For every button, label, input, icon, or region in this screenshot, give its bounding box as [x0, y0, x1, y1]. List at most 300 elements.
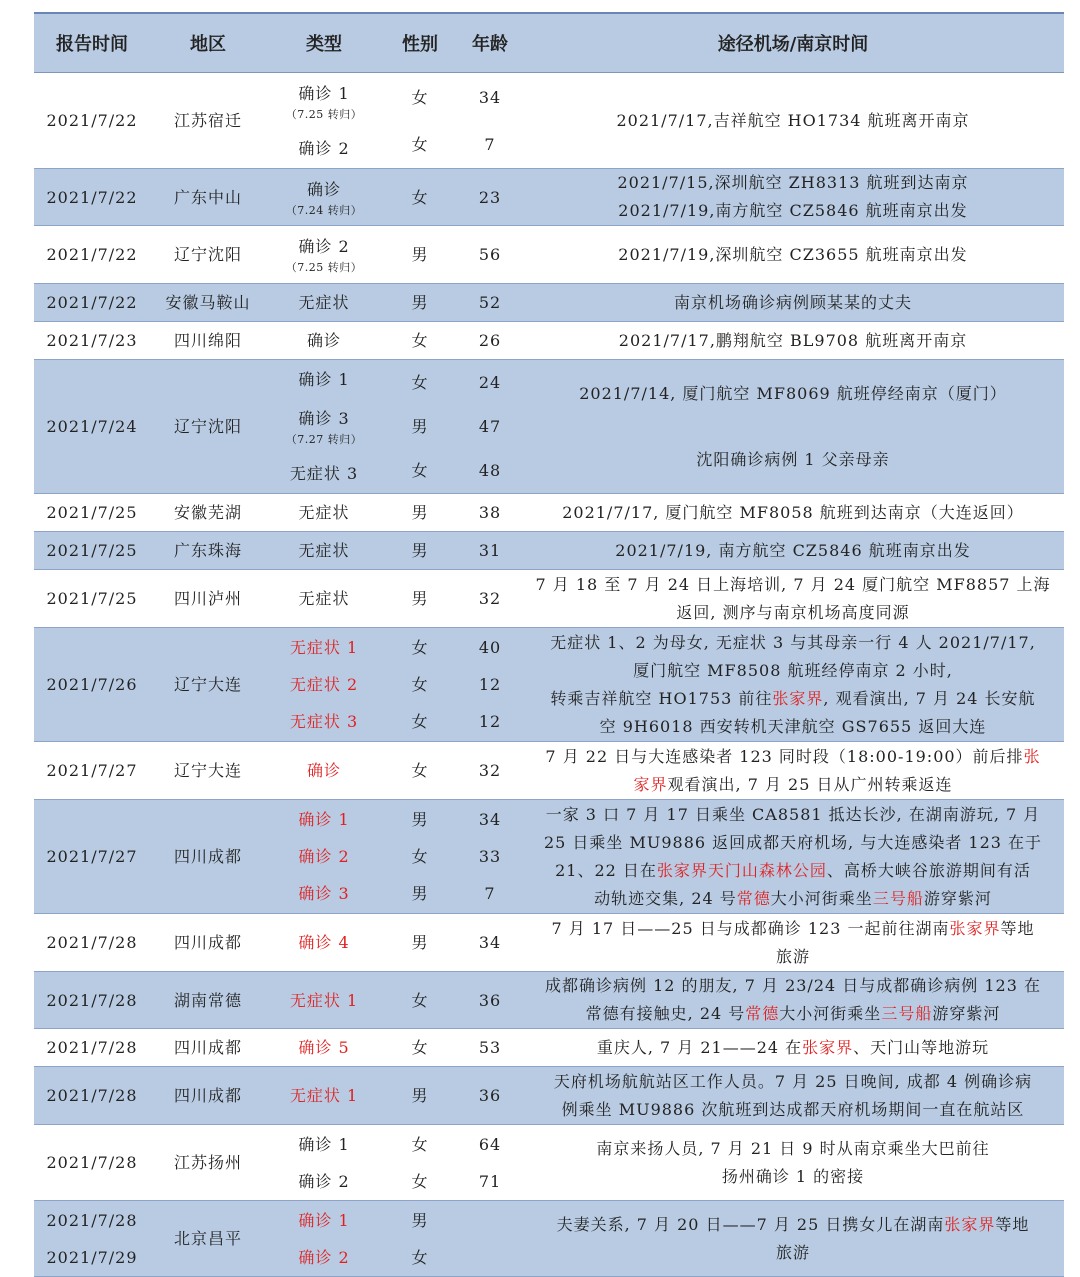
gender-stack — [384, 915, 456, 971]
type-item — [268, 1082, 380, 1109]
route-line — [532, 1211, 1054, 1239]
route-highlight: 三号船 — [872, 888, 924, 908]
gender-text: 女 — [411, 712, 429, 732]
age-stack — [460, 1202, 520, 1276]
gender-stack — [384, 1068, 456, 1124]
type-stack — [268, 1030, 380, 1066]
cell-gender — [382, 1201, 458, 1277]
gender-text: 女 — [411, 637, 429, 657]
gender-text: 女 — [411, 1038, 429, 1057]
cell-region: 四川成都 — [150, 1029, 266, 1067]
type-text: 无症状 1 — [289, 990, 359, 1010]
gender-stack — [384, 743, 456, 799]
date-text: 2021/7/22 — [46, 245, 138, 264]
type-stack — [268, 1068, 380, 1124]
type-item — [268, 135, 380, 162]
type-stack — [268, 495, 380, 531]
table-row — [34, 284, 1064, 322]
age-item — [460, 1168, 520, 1195]
age-stack — [460, 629, 520, 741]
cell-region: 北京昌平 — [150, 1201, 266, 1277]
header-type: 类型 — [266, 13, 382, 73]
type-stack — [268, 629, 380, 741]
table-row — [34, 972, 1064, 1029]
date-stack — [36, 323, 148, 359]
cell-age — [458, 532, 522, 570]
gender-text: 男 — [411, 933, 429, 952]
age-text: 32 — [478, 589, 502, 608]
gender-stack — [384, 285, 456, 321]
route-highlight: 家界 — [633, 774, 668, 794]
cell-region: 辽宁大连 — [150, 628, 266, 742]
type-item — [268, 1207, 380, 1234]
type-stack — [268, 285, 380, 321]
type-stack — [268, 1202, 380, 1276]
type-item — [268, 366, 380, 393]
route-highlight: 张家界天门山森林公园 — [656, 860, 827, 880]
gender-stack — [384, 74, 456, 168]
date-text: 2021/7/25 — [46, 589, 138, 608]
type-text: 确诊 2 — [298, 1171, 350, 1191]
route-line — [532, 446, 1054, 474]
type-item — [268, 880, 380, 907]
gender-stack — [384, 571, 456, 627]
type-item — [268, 176, 380, 219]
cell-gender — [382, 532, 458, 570]
age-text: 34 — [478, 87, 502, 107]
cell-route — [522, 73, 1064, 169]
cell-age — [458, 742, 522, 800]
type-item — [268, 843, 380, 870]
gender-stack — [384, 973, 456, 1027]
gender-text: 女 — [411, 134, 429, 154]
age-stack — [460, 1030, 520, 1066]
cell-type — [266, 73, 382, 169]
type-stack — [268, 1126, 380, 1200]
cell-age — [458, 972, 522, 1029]
age-item — [460, 585, 520, 612]
cell-gender — [382, 322, 458, 360]
gender-item — [384, 241, 456, 268]
age-text: 24 — [478, 373, 502, 392]
type-text: 确诊 2 — [298, 138, 350, 158]
cell-type — [266, 322, 382, 360]
cell-age — [458, 322, 522, 360]
cell-gender — [382, 570, 458, 628]
age-text: 40 — [478, 637, 502, 657]
age-text: 31 — [478, 541, 502, 560]
cell-date — [34, 494, 150, 532]
date-stack — [36, 74, 148, 168]
date-stack — [36, 227, 148, 283]
route-line — [532, 629, 1054, 657]
route-text: 常德有接触史, 24 号 — [585, 1004, 746, 1023]
cell-date — [34, 800, 150, 914]
type-note: （7.27 转归） — [285, 432, 363, 446]
date-stack — [36, 170, 148, 224]
table-row — [34, 322, 1064, 360]
cell-route — [522, 494, 1064, 532]
age-item — [460, 131, 520, 158]
cell-gender — [382, 73, 458, 169]
age-stack — [460, 1126, 520, 1200]
cell-date — [34, 570, 150, 628]
route-text: 2021/7/19, 南方航空 CZ5846 航班南京出发 — [615, 540, 971, 560]
age-text: 34 — [478, 933, 502, 952]
route-text: 7 月 22 日与大连感染者 123 同时段（18:00-19:00）前后排 — [545, 746, 1024, 766]
table-row — [34, 169, 1064, 226]
cell-age — [458, 494, 522, 532]
date-stack — [36, 743, 148, 799]
date-stack — [36, 1126, 148, 1200]
type-text: 确诊 2 — [298, 1247, 350, 1267]
route-line — [532, 571, 1054, 599]
gender-stack — [384, 533, 456, 569]
route-text: 大小河街乘坐 — [779, 1004, 882, 1023]
date-text: 2021/7/28 — [46, 1210, 138, 1230]
route-text: 动轨迹交集, 24 号 — [594, 888, 737, 908]
age-stack — [460, 533, 520, 569]
age-text: 12 — [478, 712, 502, 732]
route-line — [532, 327, 1054, 355]
age-stack — [460, 361, 520, 493]
type-note: （7.25 转归） — [285, 107, 363, 121]
cell-region: 四川成都 — [150, 1067, 266, 1125]
age-item — [460, 241, 520, 268]
cell-gender — [382, 1125, 458, 1201]
date-stack — [36, 571, 148, 627]
age-item — [460, 413, 520, 440]
cell-type — [266, 226, 382, 284]
route-line — [532, 657, 1054, 685]
gender-text: 男 — [411, 503, 429, 522]
age-text: 71 — [478, 1171, 502, 1191]
cell-type — [266, 169, 382, 226]
table-row — [34, 742, 1064, 800]
type-text: 确诊 1 — [298, 809, 350, 829]
type-item — [268, 987, 380, 1014]
gender-item — [384, 1082, 456, 1109]
cell-type — [266, 284, 382, 322]
route-stack — [532, 361, 1054, 493]
type-item — [268, 1168, 380, 1195]
cell-route — [522, 169, 1064, 226]
type-item — [268, 537, 380, 564]
cell-age — [458, 570, 522, 628]
route-text: 2021/7/15,深圳航空 ZH8313 航班到达南京 — [617, 173, 969, 192]
table-row — [34, 628, 1064, 742]
type-item — [268, 806, 380, 833]
route-text: 旅游 — [775, 1242, 810, 1262]
gender-text: 女 — [411, 674, 429, 694]
route-line — [532, 1068, 1054, 1096]
type-stack — [268, 361, 380, 493]
header-date: 报告时间 — [34, 13, 150, 73]
type-stack — [268, 533, 380, 569]
gender-item — [384, 327, 456, 354]
route-text: 返回, 测序与南京机场高度同源 — [676, 602, 910, 622]
date-stack — [36, 533, 148, 569]
cell-route — [522, 570, 1064, 628]
gender-text: 女 — [411, 1171, 429, 1191]
gender-text: 女 — [411, 990, 429, 1010]
route-line — [532, 380, 1054, 408]
type-text: 无症状 3 — [289, 712, 359, 732]
route-highlight: 张家界 — [949, 918, 1001, 938]
cell-region: 辽宁大连 — [150, 742, 266, 800]
route-text: , 观看演出, 7 月 24 长安航 — [823, 688, 1036, 708]
cell-date — [34, 1201, 150, 1277]
date-text: 2021/7/28 — [46, 990, 138, 1010]
gender-item — [384, 585, 456, 612]
age-item — [460, 457, 520, 484]
route-highlight: 常德 — [745, 1004, 780, 1023]
gender-stack — [384, 629, 456, 741]
gender-item — [384, 84, 456, 111]
type-text: 无症状 — [298, 293, 350, 312]
gender-text: 男 — [411, 293, 429, 312]
type-item — [268, 233, 380, 276]
date-text: 2021/7/29 — [46, 1247, 138, 1267]
date-text: 2021/7/22 — [46, 111, 138, 130]
date-text: 2021/7/22 — [46, 187, 138, 207]
cell-region: 江苏扬州 — [150, 1125, 266, 1201]
route-text: 重庆人, 7 月 21——24 在 — [596, 1037, 803, 1057]
cell-date — [34, 360, 150, 494]
table-row — [34, 73, 1064, 169]
age-text: 34 — [478, 809, 502, 829]
age-text: 47 — [478, 417, 502, 436]
route-highlight: 张家界 — [802, 1037, 854, 1057]
age-stack — [460, 571, 520, 627]
gender-item — [384, 369, 456, 396]
gender-item — [384, 880, 456, 907]
cell-region: 广东珠海 — [150, 532, 266, 570]
type-note: （7.25 转归） — [285, 261, 363, 274]
type-stack — [268, 170, 380, 224]
age-stack — [460, 801, 520, 913]
cell-route — [522, 284, 1064, 322]
gender-item — [384, 289, 456, 316]
gender-item — [384, 457, 456, 484]
date-stack — [36, 1202, 148, 1276]
date-text: 2021/7/23 — [46, 331, 138, 350]
route-text: 例乘坐 MU9886 次航班到达成都天府机场期间一直在航站区 — [561, 1099, 1025, 1119]
cell-gender — [382, 1029, 458, 1067]
route-line — [532, 1135, 1054, 1163]
cell-date — [34, 742, 150, 800]
type-item — [268, 327, 380, 354]
route-line — [532, 1096, 1054, 1124]
gender-text: 女 — [411, 1247, 429, 1267]
case-table-container — [34, 12, 1064, 1277]
cell-gender — [382, 226, 458, 284]
gender-text: 女 — [411, 373, 429, 392]
header-route: 途径机场/南京时间 — [522, 13, 1064, 73]
cell-date — [34, 284, 150, 322]
age-stack — [460, 495, 520, 531]
cell-type — [266, 1125, 382, 1201]
cell-date — [34, 1029, 150, 1067]
type-text: 无症状 1 — [289, 1086, 359, 1105]
age-item — [460, 499, 520, 526]
cell-age — [458, 284, 522, 322]
gender-stack — [384, 170, 456, 224]
type-text: 确诊 2 — [298, 237, 350, 256]
type-item — [268, 634, 380, 661]
date-text: 2021/7/28 — [46, 1038, 138, 1057]
cell-route — [522, 532, 1064, 570]
date-text: 2021/7/26 — [46, 675, 138, 694]
type-text: 无症状 2 — [289, 674, 359, 694]
date-text: 2021/7/27 — [46, 847, 138, 866]
cell-gender — [382, 800, 458, 914]
route-line — [532, 1239, 1054, 1267]
type-item — [268, 80, 380, 123]
route-text: 7 月 18 至 7 月 24 日上海培训, 7 月 24 厦门航空 MF8857 上海 — [535, 574, 1051, 594]
route-line — [532, 599, 1054, 627]
route-line — [532, 943, 1054, 971]
type-text: 无症状 — [298, 503, 350, 522]
gender-text: 男 — [411, 884, 429, 904]
age-text: 52 — [478, 293, 502, 312]
route-text: 无症状 1、2 为母女, 无症状 3 与其母亲一行 4 人 2021/7/17, — [550, 632, 1036, 652]
route-line — [532, 829, 1054, 857]
type-text: 无症状 — [298, 541, 350, 560]
date-text: 2021/7/22 — [46, 293, 138, 312]
date-text: 2021/7/25 — [46, 541, 138, 560]
gender-item — [384, 184, 456, 211]
cell-age — [458, 1067, 522, 1125]
type-text: 确诊 3 — [298, 408, 350, 428]
type-item — [268, 1244, 380, 1271]
gender-item — [384, 929, 456, 956]
gender-item — [384, 806, 456, 833]
route-line — [532, 972, 1054, 1000]
route-line — [532, 771, 1054, 799]
route-text: 厦门航空 MF8508 航班经停南京 2 小时, — [633, 660, 953, 680]
date-stack — [36, 285, 148, 321]
route-highlight: 张 — [1023, 746, 1041, 766]
age-item — [460, 289, 520, 316]
cell-age — [458, 1029, 522, 1067]
type-item — [268, 1034, 380, 1061]
age-text: 36 — [478, 990, 502, 1010]
type-text: 确诊 4 — [298, 933, 350, 952]
route-line — [532, 857, 1054, 885]
type-stack — [268, 323, 380, 359]
cell-gender — [382, 169, 458, 226]
age-item — [460, 327, 520, 354]
date-text: 2021/7/25 — [46, 503, 138, 522]
cell-gender — [382, 972, 458, 1029]
cell-route — [522, 1125, 1064, 1201]
route-text: 2021/7/17,鹏翔航空 BL9708 航班离开南京 — [618, 330, 968, 350]
gender-text: 女 — [411, 187, 429, 207]
gender-item — [384, 537, 456, 564]
header-gender: 性别 — [382, 13, 458, 73]
gender-text: 男 — [411, 1086, 429, 1105]
table-row — [34, 1029, 1064, 1067]
type-item — [268, 405, 380, 448]
cell-region: 安徽芜湖 — [150, 494, 266, 532]
route-text: 转乘吉祥航空 HO1753 前往 — [550, 688, 773, 708]
cell-date — [34, 914, 150, 972]
age-text: 48 — [478, 461, 502, 480]
cell-region: 四川成都 — [150, 800, 266, 914]
route-text: 、天门山等地游玩 — [853, 1037, 990, 1057]
gender-text: 女 — [411, 87, 429, 107]
route-text: 夫妻关系, 7 月 20 日——7 月 25 日携女儿在湖南 — [556, 1214, 945, 1234]
gender-item — [384, 131, 456, 158]
age-item — [460, 1082, 520, 1109]
gender-text: 男 — [411, 417, 429, 436]
gender-stack — [384, 361, 456, 493]
route-text: 天府机场航航站区工作人员。7 月 25 日晚间, 成都 4 例确诊病 — [553, 1071, 1033, 1091]
date-stack — [36, 915, 148, 971]
gender-item — [384, 757, 456, 784]
cell-region: 四川绵阳 — [150, 322, 266, 360]
type-item — [268, 671, 380, 698]
type-text: 确诊 — [306, 331, 341, 350]
cell-date — [34, 169, 150, 226]
route-text: 南京机场确诊病例顾某某的丈夫 — [673, 292, 912, 312]
gender-text: 女 — [411, 461, 429, 480]
header-region: 地区 — [150, 13, 266, 73]
cell-route — [522, 1067, 1064, 1125]
route-text: 25 日乘坐 MU9886 返回成都天府机场, 与大连感染者 123 在于 — [543, 832, 1043, 852]
date-text: 2021/7/27 — [46, 761, 138, 780]
cell-type — [266, 742, 382, 800]
route-text: 2021/7/17,吉祥航空 HO1734 航班离开南京 — [616, 110, 970, 130]
type-note: （7.24 转归） — [285, 203, 363, 217]
route-text: 21、22 日在 — [555, 860, 657, 880]
cell-age — [458, 360, 522, 494]
cell-gender — [382, 360, 458, 494]
cell-type — [266, 494, 382, 532]
cell-type — [266, 532, 382, 570]
gender-text: 男 — [411, 541, 429, 560]
type-stack — [268, 571, 380, 627]
route-text: 等地 — [995, 1214, 1030, 1234]
cell-date — [34, 1067, 150, 1125]
cell-age — [458, 800, 522, 914]
age-item — [460, 671, 520, 698]
date-stack — [36, 495, 148, 531]
route-text: 等地 — [1000, 918, 1035, 938]
cell-type — [266, 800, 382, 914]
route-highlight: 张家界 — [772, 688, 824, 708]
route-text: 2021/7/14, 厦门航空 MF8069 航班停经南京（厦门） — [579, 383, 1007, 403]
cell-region: 四川成都 — [150, 914, 266, 972]
cell-date — [34, 73, 150, 169]
cell-route — [522, 742, 1064, 800]
route-line — [532, 1163, 1054, 1191]
table-row — [34, 1125, 1064, 1201]
table-row — [34, 494, 1064, 532]
type-item — [268, 708, 380, 735]
cell-type — [266, 1067, 382, 1125]
route-text: 一家 3 口 7 月 17 日乘坐 CA8581 抵达长沙, 在湖南游玩, 7 月 — [545, 804, 1041, 824]
route-line — [532, 685, 1054, 713]
date-stack — [36, 973, 148, 1027]
case-table — [34, 12, 1064, 1277]
gender-item — [384, 634, 456, 661]
gender-item — [384, 987, 456, 1014]
age-item — [460, 369, 520, 396]
route-text: 观看演出, 7 月 25 日从广州转乘返连 — [667, 774, 953, 794]
gender-stack — [384, 1030, 456, 1066]
